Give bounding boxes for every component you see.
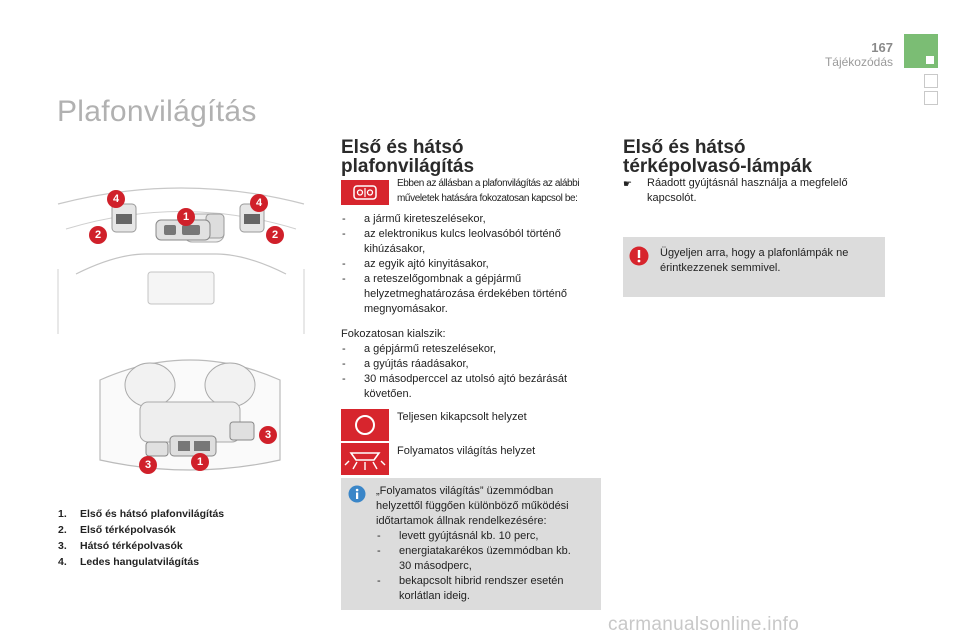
callout-2-right: 2 <box>266 226 284 244</box>
legend-item: 3. Hátsó térképolvasók <box>58 540 183 552</box>
rear-console-drawing <box>90 340 290 480</box>
warning-text: Ügyeljen arra, hogy a plafonlámpák ne érintkezzenek semmivel. <box>660 247 849 274</box>
legend-item: 1. Első és hátsó plafonvilágítás <box>58 508 225 520</box>
list-item: - a gyújtás ráadásakor, <box>341 357 601 372</box>
door-mode-intro: Ebben az állásban a plafonvilágítás az alábbi műveletek hatására fokozatosan kapcsol be: <box>397 178 580 204</box>
ceiling-lamp-on-icon <box>341 443 389 475</box>
callout-2-left: 2 <box>89 226 107 244</box>
door-mode-icon <box>341 180 389 205</box>
fade-out-section: Fokozatosan kialszik: - a gépjármű reteszelésekor, - a gyújtás ráadásakor, - 30 másodperccel az utolsó ajtó bezárását követően. <box>341 327 601 402</box>
list-item: - levett gyújtásnál kb. 10 perc, <box>376 529 598 544</box>
page-title: Plafonvilágítás <box>57 95 257 128</box>
list-item: - energiatakarékos üzemmódban kb. 30 másodperc, <box>376 544 598 574</box>
on-position-label: Folyamatos világítás helyzet <box>397 445 536 457</box>
list-item: - 30 másodperccel az utolsó ajtó bezárását követően. <box>341 372 601 402</box>
list-item: - a jármű kireteszelésekor, <box>341 212 601 227</box>
section-name: Tájékozódás <box>824 55 893 69</box>
info-icon <box>348 485 366 503</box>
switch-on-list <box>341 212 601 317</box>
list-item: - az elektronikus kulcs leolvasóból történő kihúzásakor, <box>341 227 601 257</box>
pointer-icon: ☛ <box>623 179 632 190</box>
watermark: carmanualsonline.info <box>608 614 800 635</box>
rear-console-figure <box>90 340 290 480</box>
list-item: - az egyik ajtó kinyitásakor, <box>341 257 601 272</box>
list-item: - a reteszelőgombnak a gépjármű helyzetmeghatározása érdekében történő megnyomásakor. <box>341 272 601 317</box>
on-position-icon <box>341 443 389 475</box>
warning-icon <box>629 246 649 266</box>
callout-3-right: 3 <box>259 426 277 444</box>
legend-item: 4. Ledes hangulatvilágítás <box>58 556 200 568</box>
section-box-2 <box>924 91 938 105</box>
ceiling-light-heading: Első és hátsó plafonvilágítás <box>341 137 475 177</box>
circle-off-icon <box>341 409 389 441</box>
off-position-label: Teljesen kikapcsolt helyzet <box>397 411 527 423</box>
callout-3-left: 3 <box>139 456 157 474</box>
front-console-drawing <box>56 174 306 334</box>
callout-1-bottom: 1 <box>191 453 209 471</box>
section-box-1 <box>924 74 938 88</box>
warning-box <box>623 237 885 297</box>
info-text: „Folyamatos világítás” üzemmódban helyzettől függően különböző működési időtartamok állnak rendelkezésére: - levett gyújtásnál kb. 10 perc, - energiatakarékos üzemmódban kb. 30 másodperc, - bekapcsolt hibrid rendszer esetén korlátlan ideig. <box>376 484 598 604</box>
figure-legend <box>58 506 224 570</box>
front-console-figure <box>56 174 306 334</box>
tab-marker <box>926 56 934 64</box>
callout-4-right: 4 <box>250 194 268 212</box>
list-item: - bekapcsolt hibrid rendszer esetén korlátlan ideig. <box>376 574 598 604</box>
section-tab <box>904 34 938 68</box>
list-item: - a gépjármű reteszelésekor, <box>341 342 601 357</box>
callout-1-top: 1 <box>177 208 195 226</box>
map-light-instruction: ☛ Ráadott gyújtásnál használja a megfelelő kapcsolót. <box>623 177 848 204</box>
info-box <box>341 478 601 610</box>
page-number: 167 <box>871 40 893 55</box>
callout-4-left: 4 <box>107 190 125 208</box>
door-light-icon <box>341 180 389 205</box>
legend-item: 2. Első térképolvasók <box>58 524 176 536</box>
map-light-heading: Első és hátsó térképolvasó-lámpák <box>623 137 813 177</box>
off-position-icon <box>341 409 389 441</box>
